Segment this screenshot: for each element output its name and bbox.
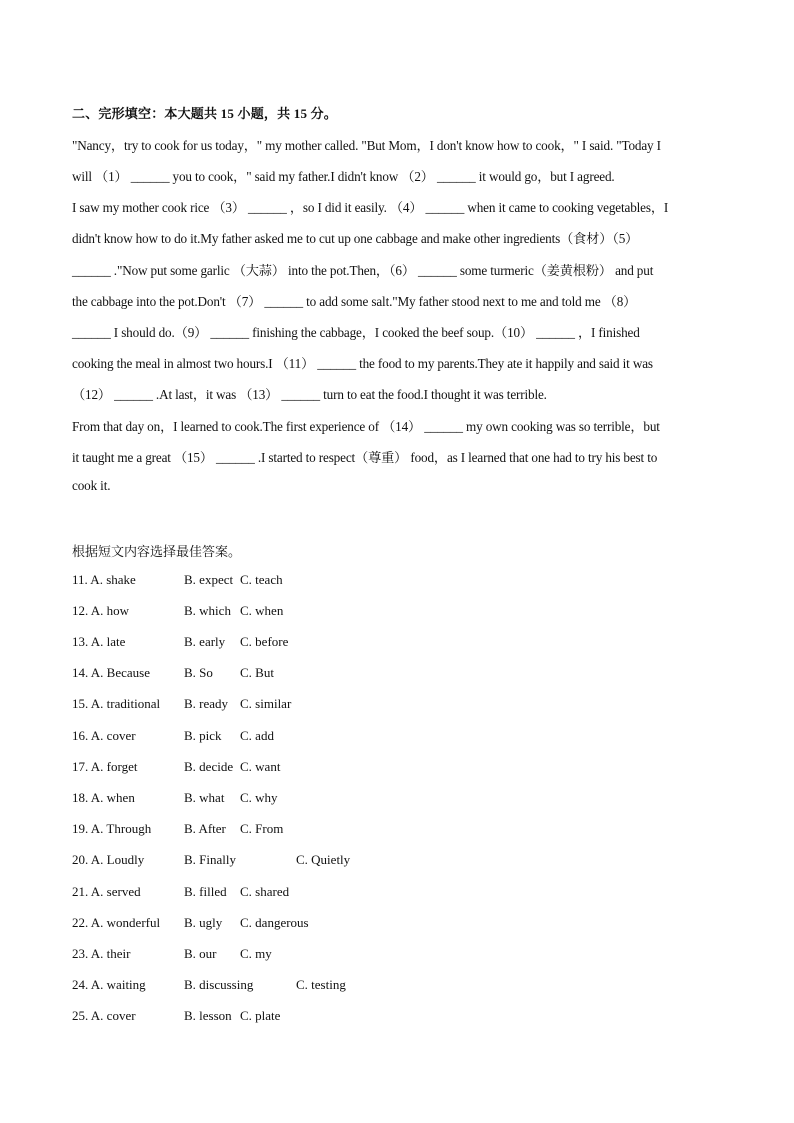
option-a: 24. A. waiting — [72, 977, 146, 992]
option-b: B. Finally — [184, 852, 237, 867]
passage-line: ______ ."Now put some garlic （大蒜） into the pot.Then，（6） ______ some turmeric（姜黄根粉） and put — [72, 263, 654, 278]
option-c: C. testing — [296, 977, 346, 992]
option-c: C. before — [240, 634, 289, 649]
passage-line: I saw my mother cook rice （3） ______ ，so I did it easily. （4） ______ when it came to cooking vegetables，I — [72, 200, 669, 215]
option-a: 20. A. Loudly — [72, 852, 145, 867]
instruction: 根据短文内容选择最佳答案。 — [72, 544, 242, 559]
passage-line: "Nancy，try to cook for us today，" my mother called. "But Mom，I don't know how to cook，" I said. "Today I — [72, 138, 661, 153]
option-c: C. want — [240, 759, 281, 774]
option-c: C. similar — [240, 696, 292, 711]
option-a: 11. A. shake — [72, 572, 136, 587]
option-b: B. lesson — [184, 1008, 232, 1023]
option-b: B. So — [184, 665, 213, 680]
option-a: 17. A. forget — [72, 759, 138, 774]
option-c: C. my — [240, 946, 272, 961]
option-a: 13. A. late — [72, 634, 126, 649]
option-c: C. plate — [240, 1008, 281, 1023]
option-a: 23. A. their — [72, 946, 131, 961]
passage-line: it taught me a great （15） ______ .I started to respect（尊重） food，as I learned that one had to try his best to — [72, 450, 658, 465]
option-a: 12. A. how — [72, 603, 130, 618]
option-b: B. ugly — [184, 915, 223, 930]
option-b: B. decide — [184, 759, 234, 774]
section-heading: 二、完形填空：本大题共 15 小题，共 15 分。 — [72, 106, 338, 121]
option-a: 21. A. served — [72, 884, 141, 899]
option-b: B. early — [184, 634, 226, 649]
option-b: B. what — [184, 790, 225, 805]
option-a: 16. A. cover — [72, 728, 136, 743]
option-b: B. filled — [184, 884, 227, 899]
option-c: C. shared — [240, 884, 290, 899]
option-b: B. which — [184, 603, 231, 618]
passage-line: cooking the meal in almost two hours.I （11） ______ the food to my parents.They ate it happily and said it was — [72, 356, 653, 371]
passage-line: cook it. — [72, 478, 111, 493]
passage-line: will （1） ______ you to cook，" said my father.I didn't know （2） ______ it would go，but I agreed. — [72, 169, 615, 184]
option-a: 15. A. traditional — [72, 696, 161, 711]
option-c: C. From — [240, 821, 284, 836]
option-a: 14. A. Because — [72, 665, 150, 680]
option-c: C. teach — [240, 572, 283, 587]
option-b: B. ready — [184, 696, 229, 711]
option-a: 25. A. cover — [72, 1008, 136, 1023]
option-b: B. expect — [184, 572, 234, 587]
option-a: 18. A. when — [72, 790, 135, 805]
option-c: C. dangerous — [240, 915, 309, 930]
option-c: C. why — [240, 790, 278, 805]
option-b: B. After — [184, 821, 226, 836]
passage-line: （12） ______ .At last，it was （13） ______ turn to eat the food.I thought it was terrible. — [72, 387, 547, 402]
option-b: B. our — [184, 946, 217, 961]
option-c: C. add — [240, 728, 274, 743]
option-b: B. pick — [184, 728, 222, 743]
passage-line: didn't know how to do it.My father asked me to cut up one cabbage and make other ingredients（食材）（5） — [72, 231, 639, 246]
option-a: 19. A. Through — [72, 821, 152, 836]
option-c: C. But — [240, 665, 274, 680]
passage-line: From that day on，I learned to cook.The first experience of （14） ______ my own cooking was so terrible，but — [72, 419, 660, 434]
option-c: C. when — [240, 603, 284, 618]
option-b: B. discussing — [184, 977, 254, 992]
passage-line: the cabbage into the pot.Don't （7） ______ to add some salt."My father stood next to me and told me （8） — [72, 294, 637, 309]
option-a: 22. A. wonderful — [72, 915, 161, 930]
option-c: C. Quietly — [296, 852, 351, 867]
passage-line: ______ I should do.（9） ______ finishing the cabbage，I cooked the beef soup.（10） ______ ，I finished — [72, 325, 640, 340]
